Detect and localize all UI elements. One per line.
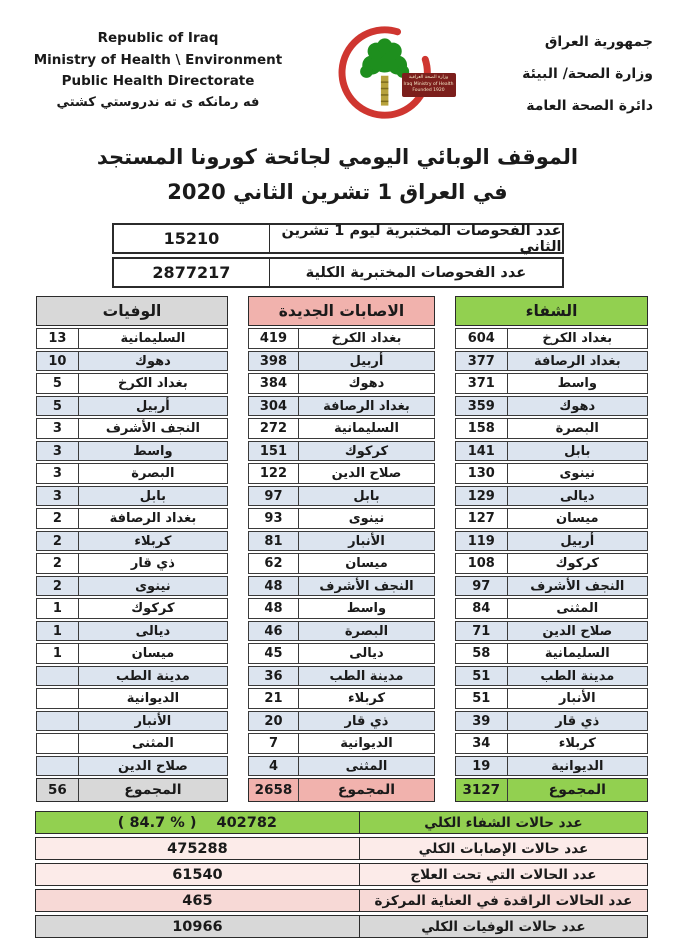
header-arabic-block xyxy=(471,14,661,123)
deaths-total-value: 56 xyxy=(37,779,79,801)
province-value: 141 xyxy=(456,442,508,461)
province-row xyxy=(36,418,228,439)
province-row xyxy=(36,711,228,732)
province-row xyxy=(248,373,435,394)
province-row xyxy=(455,553,648,574)
province-name: صلاح الدين xyxy=(542,623,613,639)
province-name: كركوك xyxy=(344,443,389,459)
province-value: 151 xyxy=(249,442,299,461)
province-value: 51 xyxy=(456,689,508,708)
new-cases-table-header: الاصابات الجديدة xyxy=(248,296,435,326)
header-arabic-line2: وزارة الصحة/ البيئة xyxy=(522,66,653,83)
header-kurdish-line: فه رمانكه ى ته ندروستي كشتي xyxy=(56,94,260,110)
province-value: 36 xyxy=(249,667,299,686)
recoveries-table-body xyxy=(455,328,648,778)
province-name: ميسان xyxy=(345,556,388,572)
province-name: كركوك xyxy=(131,601,175,617)
province-row xyxy=(36,553,228,574)
province-name: مدينة الطب xyxy=(540,668,615,684)
province-name: واسط xyxy=(346,601,387,617)
province-value: 39 xyxy=(456,712,508,731)
summary-value: 10966 xyxy=(172,918,223,935)
province-row xyxy=(455,688,648,709)
logo-banner-line1: وزارة الصحة العراقية xyxy=(408,75,449,80)
logo-banner xyxy=(402,73,456,97)
province-row xyxy=(248,441,435,462)
province-name: بابل xyxy=(564,443,591,459)
province-name: ذي قار xyxy=(130,556,175,572)
province-row xyxy=(36,756,228,777)
recoveries-table-header: الشفاء xyxy=(455,296,648,326)
province-name: صلاح الدين xyxy=(118,758,188,774)
province-row xyxy=(455,666,648,687)
province-value: 419 xyxy=(249,329,299,348)
province-value: 1 xyxy=(37,644,79,663)
province-row xyxy=(248,756,435,777)
page-title xyxy=(0,140,675,209)
province-name: ميسان xyxy=(131,646,175,662)
province-row xyxy=(248,576,435,597)
province-name: بغداد الكرخ xyxy=(542,331,613,347)
province-row xyxy=(455,373,648,394)
province-value: 604 xyxy=(456,329,508,348)
summary-value: 61540 xyxy=(172,866,223,883)
province-value: 130 xyxy=(456,464,508,483)
province-row xyxy=(455,508,648,529)
daily-tests-row xyxy=(112,223,564,254)
summary-value-cell xyxy=(36,890,360,911)
summary-label: عدد حالات الوفيات الكلي xyxy=(421,918,586,935)
province-value: 45 xyxy=(249,644,299,663)
province-row xyxy=(36,576,228,597)
province-row xyxy=(248,621,435,642)
summary-label: عدد الحالات الراقدة في العناية المركزة xyxy=(374,892,633,909)
province-name: كربلاء xyxy=(558,736,596,752)
province-row xyxy=(455,733,648,754)
province-row xyxy=(36,688,228,709)
province-name: بغداد الرصافة xyxy=(109,511,197,527)
province-row xyxy=(248,351,435,372)
province-value xyxy=(37,734,79,753)
province-name: السليمانية xyxy=(120,331,186,347)
province-row xyxy=(36,733,228,754)
province-name: بغداد الكرخ xyxy=(118,376,188,392)
province-name: الأنبار xyxy=(348,533,385,549)
total-tests-value: 2877217 xyxy=(114,259,271,286)
new-cases-total-row xyxy=(248,778,435,802)
province-value: 48 xyxy=(249,599,299,618)
province-value: 108 xyxy=(456,554,508,573)
province-name: بابل xyxy=(139,488,167,504)
recoveries-total-label: المجموع xyxy=(548,782,606,799)
province-value: 84 xyxy=(456,599,508,618)
logo-banner-line2: Iraq Ministry of Health xyxy=(403,81,454,87)
new-cases-total-label: المجموع xyxy=(337,782,396,799)
province-row xyxy=(36,396,228,417)
province-name: بابل xyxy=(353,488,380,504)
province-value: 48 xyxy=(249,577,299,596)
province-value: 1 xyxy=(37,622,79,641)
province-row xyxy=(455,621,648,642)
province-row xyxy=(36,486,228,507)
province-value: 127 xyxy=(456,509,508,528)
province-row xyxy=(248,396,435,417)
province-row xyxy=(455,441,648,462)
province-row xyxy=(36,621,228,642)
ministry-logo-icon xyxy=(326,16,454,128)
province-name: البصرة xyxy=(555,421,599,437)
province-row xyxy=(36,508,228,529)
province-name: كربلاء xyxy=(134,533,172,549)
province-value: 129 xyxy=(456,487,508,506)
province-name: السليمانية xyxy=(334,421,399,437)
province-value: 304 xyxy=(249,397,299,416)
province-name: مدينة الطب xyxy=(329,668,404,684)
province-row xyxy=(248,711,435,732)
province-row xyxy=(36,666,228,687)
header-english-line3: Public Health Directorate xyxy=(61,73,255,90)
province-name: السليمانية xyxy=(544,646,610,662)
province-row xyxy=(455,351,648,372)
province-row xyxy=(455,463,648,484)
deaths-total-label: المجموع xyxy=(124,782,182,799)
province-name: الديوانية xyxy=(340,736,393,752)
province-name: ديالى xyxy=(135,623,171,639)
header-arabic-line1: جمهورية العراق xyxy=(544,34,653,50)
province-row xyxy=(248,733,435,754)
province-value: 272 xyxy=(249,419,299,438)
province-name: الديوانية xyxy=(551,758,604,774)
new-cases-table-body xyxy=(248,328,435,778)
province-name: البصرة xyxy=(131,466,175,482)
province-row xyxy=(455,756,648,777)
province-value: 97 xyxy=(249,487,299,506)
deaths-total-row xyxy=(36,778,228,802)
province-name: نينوى xyxy=(559,466,596,482)
province-row xyxy=(248,328,435,349)
province-row xyxy=(248,553,435,574)
province-value: 3 xyxy=(37,487,79,506)
header-arabic-line3: دائرة الصحة العامة xyxy=(526,98,653,115)
province-name: ذي قار xyxy=(555,713,600,729)
province-value: 97 xyxy=(456,577,508,596)
summary-row xyxy=(35,837,648,860)
recoveries-table xyxy=(455,296,648,802)
new-cases-table xyxy=(248,296,435,802)
province-row xyxy=(248,486,435,507)
header-english-block xyxy=(8,14,308,114)
province-value: 3 xyxy=(37,464,79,483)
province-value: 119 xyxy=(456,532,508,551)
province-value: 51 xyxy=(456,667,508,686)
province-name: أربيل xyxy=(349,353,384,369)
summary-table xyxy=(35,811,648,938)
page-title-line2: في العراق 1 تشرين الثاني 2020 xyxy=(167,179,508,204)
province-row xyxy=(455,711,648,732)
total-tests-label: عدد الفحوصات المختبرية الكلية xyxy=(305,264,527,281)
page-title-line1: الموقف الوبائي اليومي لجائحة كورونا المستجد xyxy=(96,145,579,169)
lab-tests-table xyxy=(112,223,564,288)
province-row xyxy=(36,351,228,372)
report-header xyxy=(0,8,675,128)
province-row xyxy=(455,598,648,619)
province-value: 3 xyxy=(37,419,79,438)
summary-value-cell xyxy=(36,812,360,833)
province-name: كركوك xyxy=(555,556,599,572)
province-name: الأنبار xyxy=(558,691,596,707)
province-name: واسط xyxy=(557,376,597,392)
summary-value: 475288 xyxy=(167,840,228,857)
province-value: 20 xyxy=(249,712,299,731)
province-name: بغداد الكرخ xyxy=(331,331,402,347)
province-value: 13 xyxy=(37,329,79,348)
province-row xyxy=(248,598,435,619)
summary-value-cell xyxy=(36,864,360,885)
summary-row xyxy=(35,863,648,886)
province-value: 2 xyxy=(37,532,79,551)
summary-label: عدد حالات الإصابات الكلي xyxy=(418,840,589,857)
province-row xyxy=(36,328,228,349)
recoveries-total-value: 3127 xyxy=(456,779,508,801)
province-row xyxy=(248,508,435,529)
header-english-line1: Republic of Iraq xyxy=(97,30,219,46)
province-name: ديالى xyxy=(349,646,384,662)
summary-label: عدد الحالات التي تحت العلاج xyxy=(410,866,597,883)
province-row xyxy=(455,576,648,597)
province-row xyxy=(248,643,435,664)
logo-banner-line3: Founded 1920 xyxy=(412,88,445,94)
province-name: ديالى xyxy=(560,488,595,504)
header-english-line2: Ministry of Health \ Environment xyxy=(33,51,283,68)
province-value: 2 xyxy=(37,509,79,528)
province-name: بغداد الرصافة xyxy=(533,353,621,369)
province-row xyxy=(248,666,435,687)
province-value: 122 xyxy=(249,464,299,483)
province-name: النجف الأشرف xyxy=(319,578,414,594)
daily-tests-value: 15210 xyxy=(114,225,271,252)
province-name: النجف الأشرف xyxy=(105,421,200,437)
province-value: 4 xyxy=(249,757,299,776)
province-value: 2 xyxy=(37,554,79,573)
summary-percent: ( 84.7 % ) xyxy=(117,814,197,831)
province-name: الديوانية xyxy=(126,691,180,707)
province-row xyxy=(248,688,435,709)
province-name: البصرة xyxy=(344,623,389,639)
province-value xyxy=(37,757,79,776)
province-value: 2 xyxy=(37,577,79,596)
recoveries-total-row xyxy=(455,778,648,802)
province-name: بغداد الرصافة xyxy=(323,398,410,414)
province-value: 371 xyxy=(456,374,508,393)
province-row xyxy=(248,418,435,439)
province-value xyxy=(37,667,79,686)
province-tables xyxy=(0,296,675,802)
province-name: كربلاء xyxy=(347,691,385,707)
province-value: 58 xyxy=(456,644,508,663)
province-value: 5 xyxy=(37,374,79,393)
province-row xyxy=(36,531,228,552)
province-row xyxy=(248,463,435,484)
province-row xyxy=(36,598,228,619)
province-name: المثنى xyxy=(131,736,174,752)
province-value: 158 xyxy=(456,419,508,438)
province-row xyxy=(36,463,228,484)
province-value: 81 xyxy=(249,532,299,551)
province-value: 34 xyxy=(456,734,508,753)
province-value: 71 xyxy=(456,622,508,641)
province-value xyxy=(37,689,79,708)
province-name: دهوك xyxy=(559,398,596,414)
province-value: 359 xyxy=(456,397,508,416)
province-name: المثنى xyxy=(345,758,388,774)
province-row xyxy=(455,396,648,417)
province-value: 46 xyxy=(249,622,299,641)
deaths-table-body xyxy=(36,328,228,778)
summary-row xyxy=(35,811,648,834)
province-value: 10 xyxy=(37,352,79,371)
province-value: 377 xyxy=(456,352,508,371)
province-value: 398 xyxy=(249,352,299,371)
province-row xyxy=(455,418,648,439)
province-name: المثنى xyxy=(556,601,599,617)
total-tests-row xyxy=(112,257,564,288)
province-value: 19 xyxy=(456,757,508,776)
crescent-palm-emblem-icon xyxy=(326,16,454,128)
new-cases-total-value: 2658 xyxy=(249,779,299,801)
province-value: 7 xyxy=(249,734,299,753)
province-value xyxy=(37,712,79,731)
summary-value-cell xyxy=(36,916,360,937)
summary-value: 402782 xyxy=(216,814,278,831)
province-row xyxy=(455,328,648,349)
province-row xyxy=(455,643,648,664)
daily-tests-label: عدد الفحوصات المختبرية ليوم 1 تشرين الثاني xyxy=(281,222,562,255)
province-value: 1 xyxy=(37,599,79,618)
province-row xyxy=(455,531,648,552)
province-row xyxy=(36,643,228,664)
province-value: 93 xyxy=(249,509,299,528)
summary-row xyxy=(35,915,648,938)
province-name: صلاح الدين xyxy=(331,466,402,482)
province-value: 3 xyxy=(37,442,79,461)
province-name: أربيل xyxy=(560,533,595,549)
province-value: 62 xyxy=(249,554,299,573)
province-value: 21 xyxy=(249,689,299,708)
summary-value-cell xyxy=(36,838,360,859)
province-value: 5 xyxy=(37,397,79,416)
summary-row xyxy=(35,889,648,912)
province-name: دهوك xyxy=(135,353,171,369)
province-name: ميسان xyxy=(556,511,599,527)
deaths-table xyxy=(36,296,228,802)
province-value: 384 xyxy=(249,374,299,393)
province-name: دهوك xyxy=(348,376,385,392)
province-name: واسط xyxy=(133,443,173,459)
province-name: ذي قار xyxy=(344,713,389,729)
province-name: الأنبار xyxy=(134,713,172,729)
province-name: النجف الأشرف xyxy=(530,578,625,594)
province-row xyxy=(36,441,228,462)
province-row xyxy=(36,373,228,394)
province-name: نينوى xyxy=(135,578,171,594)
deaths-table-header: الوفيات xyxy=(36,296,228,326)
summary-label: عدد حالات الشفاء الكلي xyxy=(424,814,583,831)
province-name: نينوى xyxy=(348,511,385,527)
summary-value: 465 xyxy=(182,892,213,909)
province-row xyxy=(455,486,648,507)
province-name: أربيل xyxy=(136,398,170,414)
province-row xyxy=(248,531,435,552)
province-name: مدينة الطب xyxy=(115,668,190,684)
